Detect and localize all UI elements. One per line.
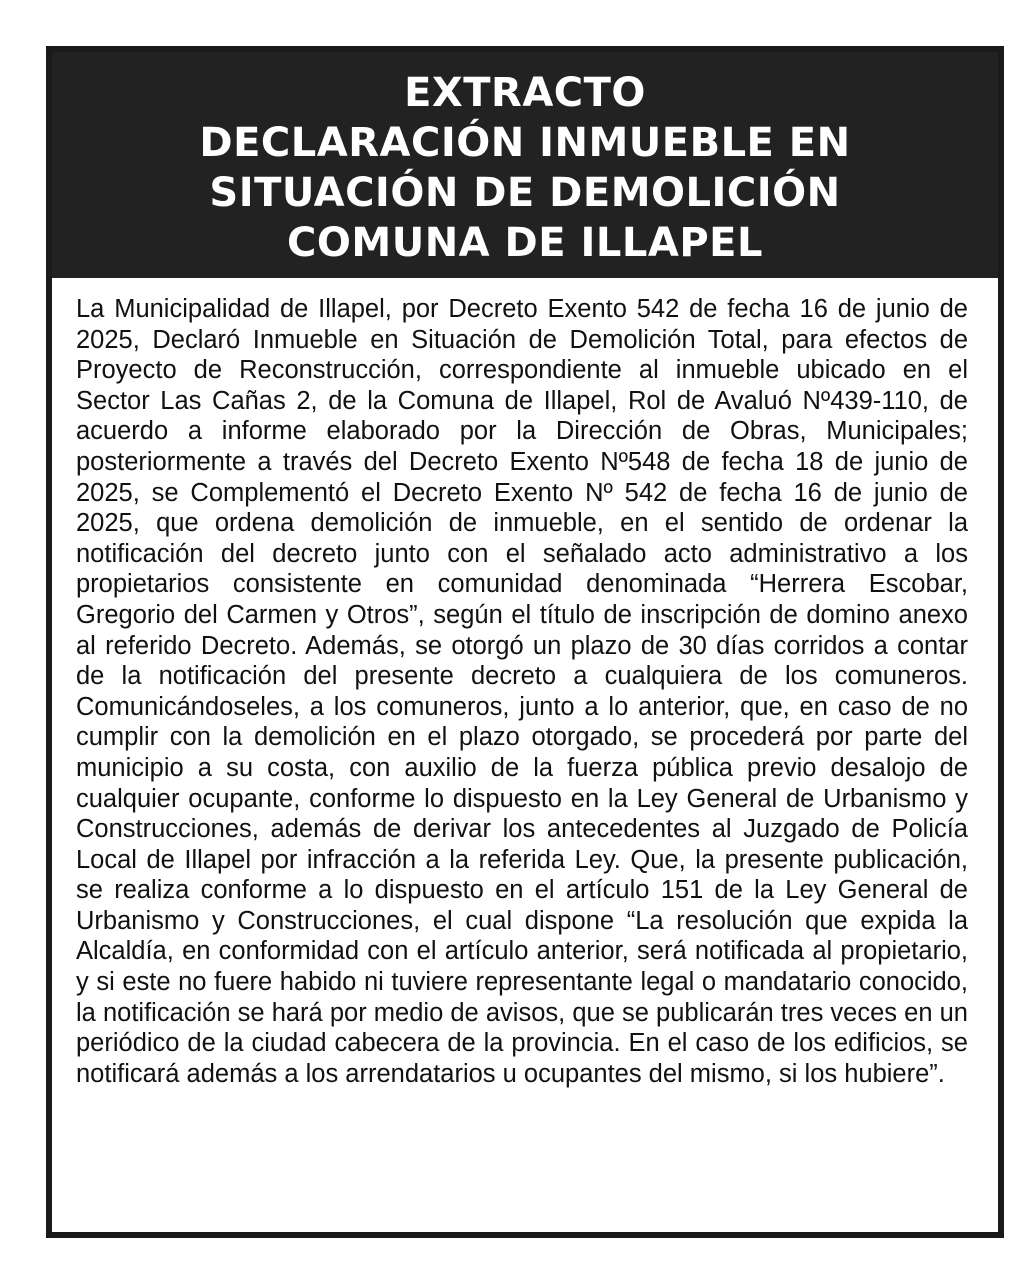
title-line-declaracion: DECLARACIÓN INMUEBLE EN [199, 120, 851, 166]
legal-notice [46, 46, 1004, 1238]
notice-body-text: La Municipalidad de Illapel, por Decreto Exento 542 de fecha 16 de junio de 2025, Declaró Inmueble en Situación de Demolición Total, para efectos de Proyecto de Reconstrucción, correspondiente al inmueble ubicado en el Sector Las Cañas 2, de la Comuna de Illapel, Rol de Avaluó Nº439-110, de acuerdo a informe elaborado por la Dirección de Obras, Municipales; posteriormente a través del Decreto Exento Nº548 de fecha 18 de junio de 2025, se Complementó el Decreto Exento Nº 542 de fecha 16 de junio de 2025, que ordena demolición de inmueble, en el sentido de ordenar la notificación del decreto junto con el señalado acto administrativo a los propietarios consistente en comunidad denominada “Herrera Escobar, Gregorio del Carmen y Otros”, según el título de inscripción de domino anexo al referido Decreto. Además, se otorgó un plazo de 30 días corridos a contar de la notificación del presente decreto a cualquiera de los comuneros. Comunicándoseles, a los comuneros, junto a lo anterior, que, en caso de no cumplir con la demolición en el plazo otorgado, se procederá por parte del municipio a su costa, con auxilio de la fuerza pública previo desalojo de cualquier ocupante, conforme lo dispuesto en la Ley General de Urbanismo y Construcciones, además de derivar los antecedentes al Juzgado de Policía Local de Illapel por infracción a la referida Ley. Que, la presente publicación, se realiza conforme a lo dispuesto en el artículo 151 de la Ley General de Urbanismo y Construcciones, el cual dispone “La resolución que expida la Alcaldía, en conformidad con el artículo anterior, será notificada al propietario, y si este no fuere habido ni tuviere representante legal o mandatario conocido, la notificación se hará por medio de avisos, que se publicarán tres veces en un periódico de la ciudad cabecera de la provincia. En el caso de los edificios, se notificará además a los arrendatarios u ocupantes del mismo, si los hubiere”. [76, 295, 968, 1088]
title-line-comuna: COMUNA DE ILLAPEL [287, 220, 763, 266]
title-line-extracto: EXTRACTO [404, 70, 646, 116]
notice-header [52, 52, 998, 278]
title-line-situacion: SITUACIÓN DE DEMOLICIÓN [209, 170, 841, 216]
